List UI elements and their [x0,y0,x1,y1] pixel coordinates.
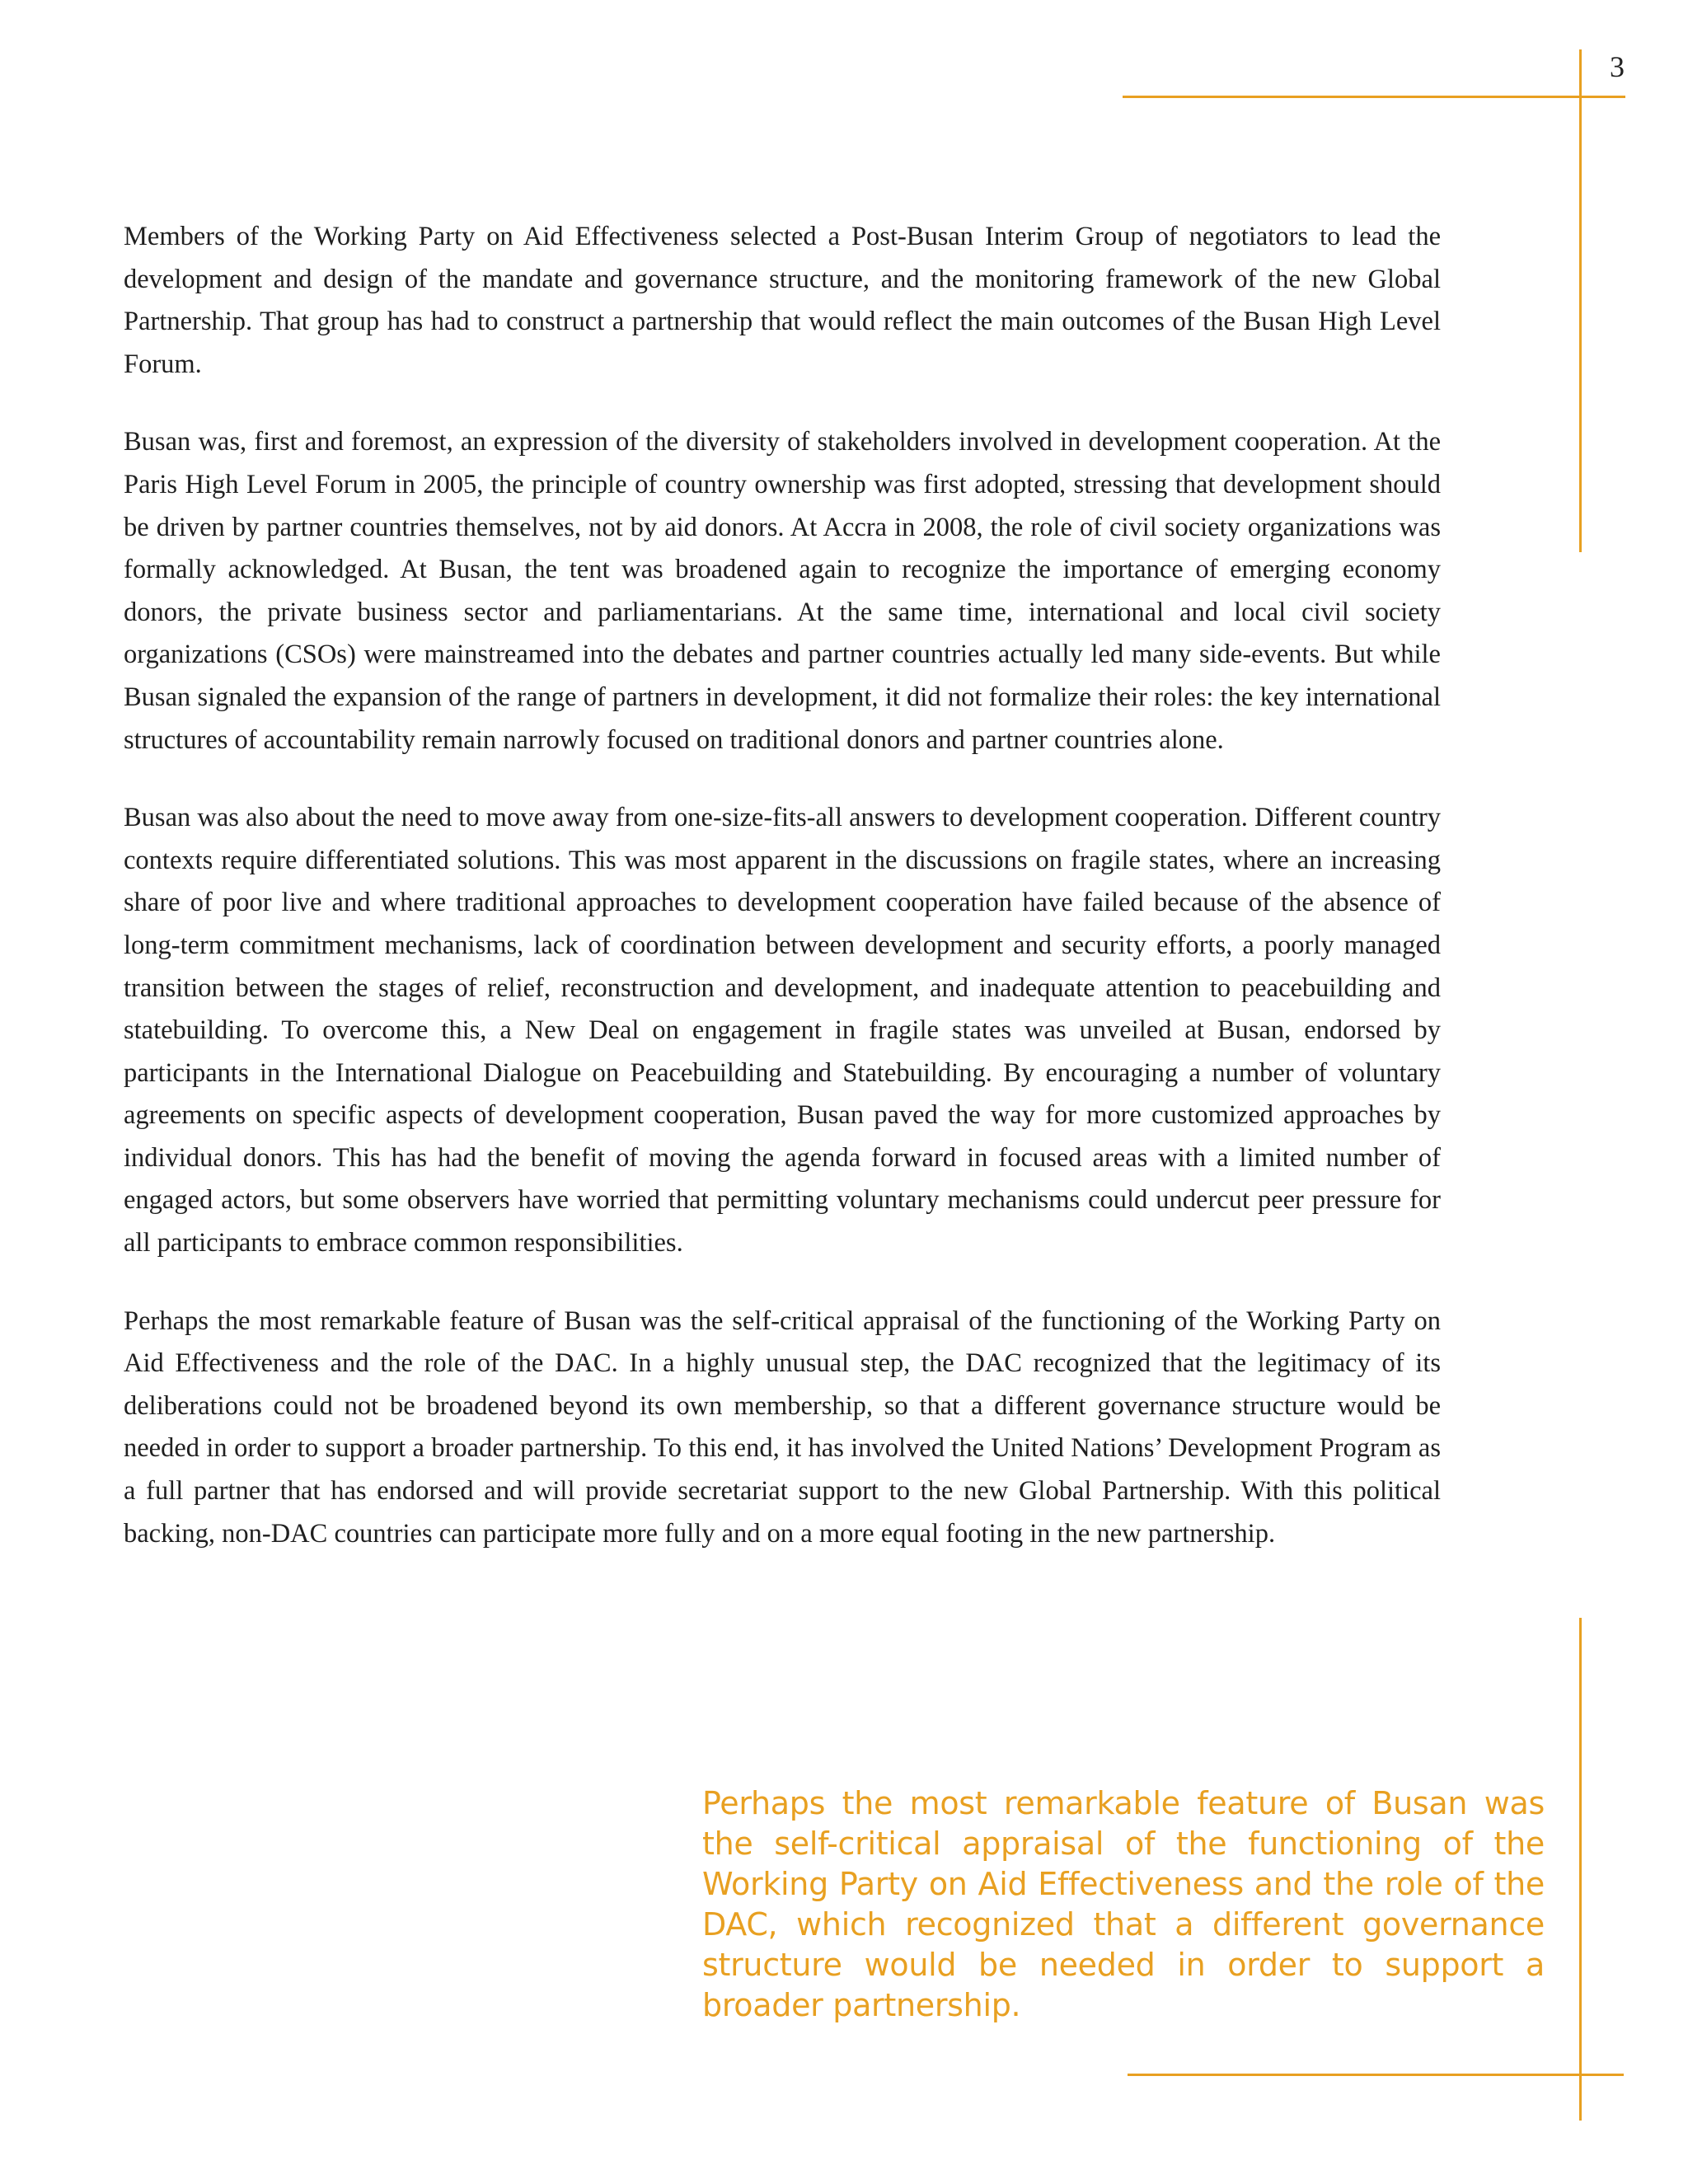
paragraph: Members of the Working Party on Aid Effectiveness selected a Post-Busan Interim Group of negotiators to lead the development and design of the mandate and governance structure, and the monitoring framework of the new Global Partnership. That group has had to construct a partnership that would reflect the main outcomes of the Busan High Level Forum. [124,222,1441,379]
bottom-horizontal-rule [1128,2074,1624,2076]
bottom-vertical-rule [1579,1618,1582,2121]
body-text [124,216,1441,1591]
page-number: 3 [1610,50,1625,83]
pull-quote: Perhaps the most remarkable feature of Busan was the self-critical appraisal of the functioning of the Working Party on Aid Effectiveness and the role of the DAC, which recognized that a different governance structure would be needed in order to support a broader partnership. [702,1785,1545,2023]
top-horizontal-rule [1123,96,1625,98]
paragraph: Busan was, first and foremost, an expression of the diversity of stakeholders involved in development cooperation. At the Paris High Level Forum in 2005, the principle of country ownership was first adopted, stressing that development should be driven by partner countries themselves, not by aid donors. At Accra in 2008, the role of civil society organizations was formally acknowledged. At Busan, the tent was broadened again to recognize the importance of emerging economy donors, the private business sector and parliamentarians. At the same time, international and local civil society organizations (CSOs) were mainstreamed into the debates and partner countries actually led many side-events. But while Busan signaled the expansion of the range of partners in development, it did not formalize their roles: the key international structures of accountability remain narrowly focused on traditional donors and partner countries alone. [124,427,1441,755]
top-vertical-rule [1579,49,1582,552]
paragraph: Perhaps the most remarkable feature of Busan was the self-critical appraisal of the functioning of the Working Party on Aid Effectiveness and the role of the DAC. In a highly unusual step, the DAC recognized that the legitimacy of its deliberations could not be broadened beyond its own membership, so that a different governance structure would be needed in order to support a broader partnership. To this end, it has involved the United Nations’ Development Program as a full partner that has endorsed and will provide secretariat support to the new Global Partnership. With this political backing, non-DAC countries can participate more fully and on a more equal footing in the new partnership. [124,1305,1441,1549]
paragraph: Busan was also about the need to move away from one-size-fits-all answers to development cooperation. Different country contexts require differentiated solutions. This was most apparent in the discussions on fragile states, where an increasing share of poor live and where traditional approaches to development cooperation have failed because of the absence of long-term commitment mechanisms, lack of coordination between development and security efforts, a poorly managed transition between the stages of relief, reconstruction and development, and inadequate attention to peacebuilding and statebuilding. To overcome this, a New Deal on engagement in fragile states was unveiled at Busan, endorsed by participants in the International Dialogue on Peacebuilding and Statebuilding. By encouraging a number of voluntary agreements on specific aspects of development cooperation, Busan paved the way for more customized approaches by individual donors. This has had the benefit of moving the agenda forward in focused areas with a limited number of engaged actors, but some observers have worried that permitting voluntary mechanisms could undercut peer pressure for all participants to embrace common responsibilities. [124,803,1441,1258]
